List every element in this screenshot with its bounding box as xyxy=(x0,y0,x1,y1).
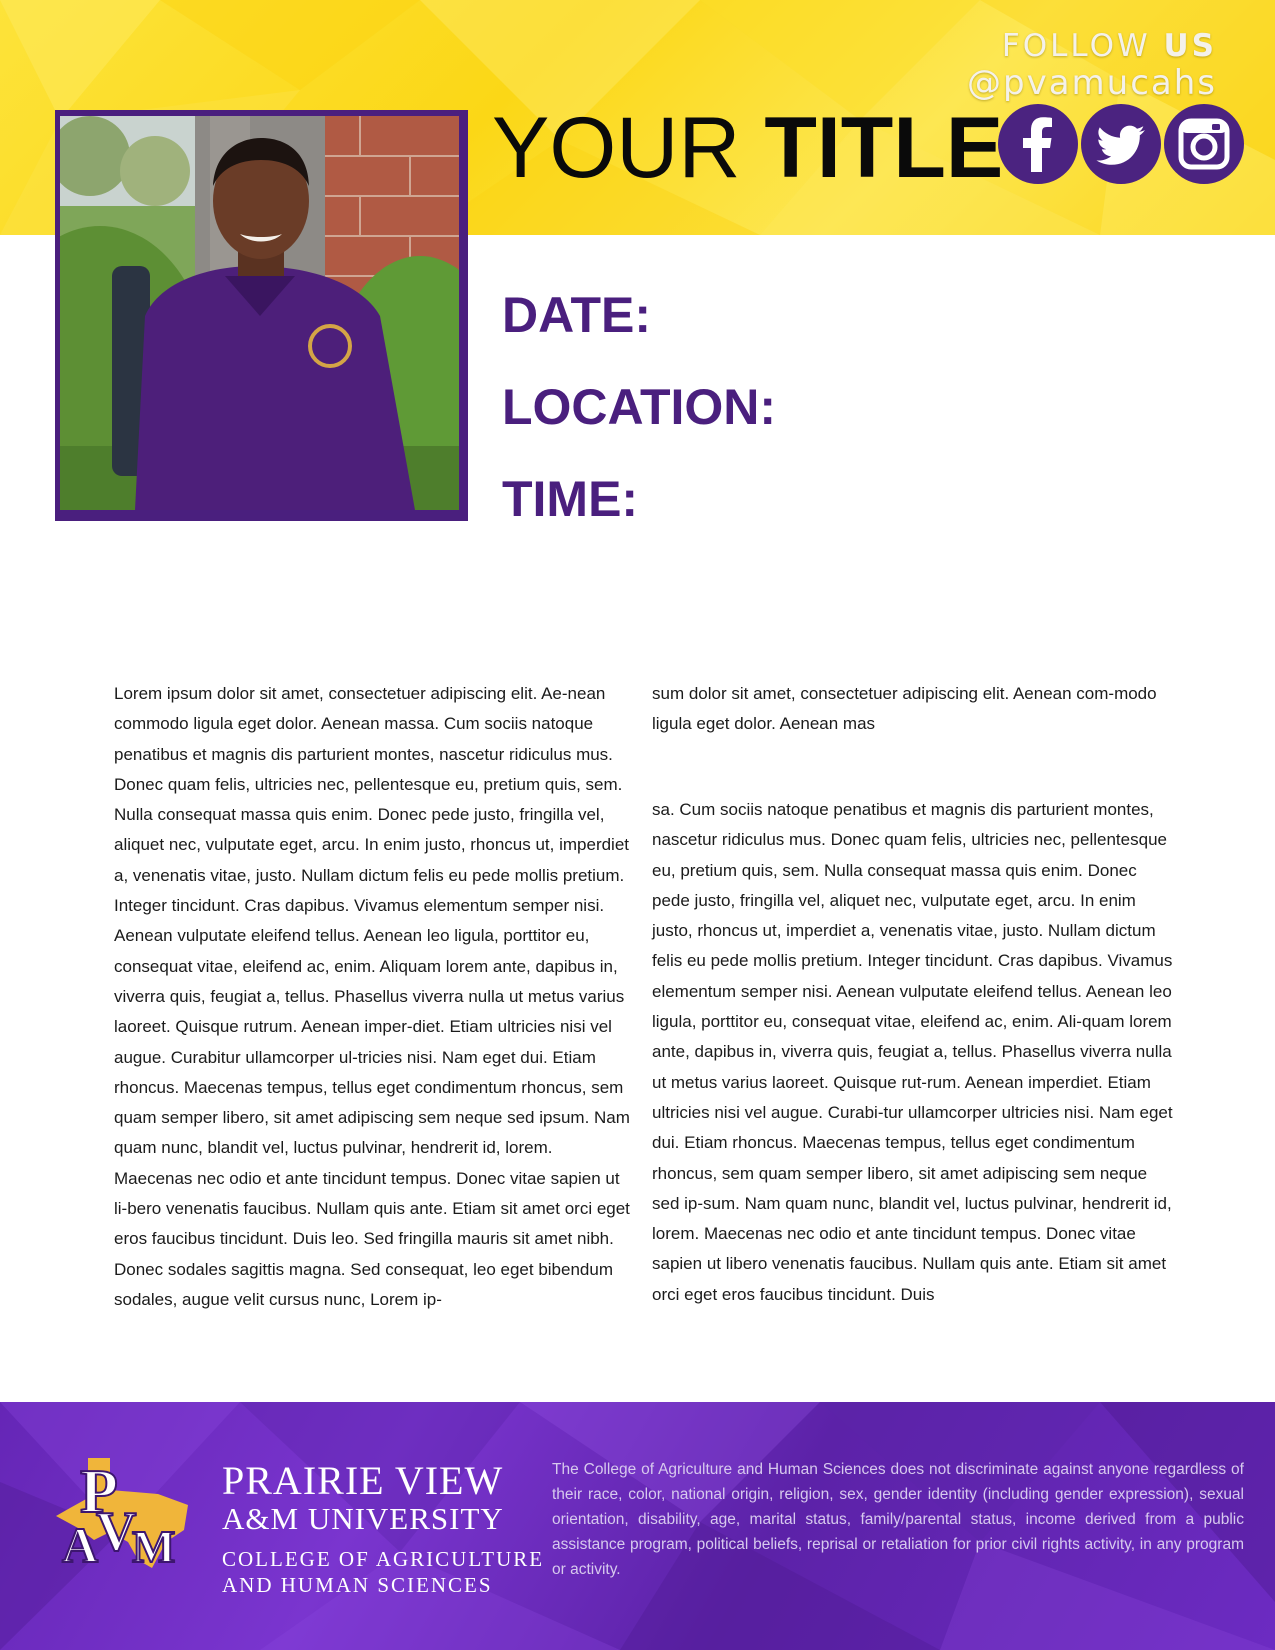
title-bold: TITLE xyxy=(764,100,1004,196)
body-right-column-bottom xyxy=(652,795,1178,1310)
title-regular: YOUR xyxy=(492,100,741,196)
location-label: LOCATION: xyxy=(502,379,777,435)
logo-letter-m: M xyxy=(132,1521,176,1570)
follow-label: FOLLOW xyxy=(1001,28,1151,64)
college-line-2: AND HUMAN SCIENCES xyxy=(222,1573,493,1597)
university-name: PRAIRIE VIEW xyxy=(222,1458,504,1503)
page-title xyxy=(492,98,1003,198)
pvamu-logo xyxy=(48,1450,198,1570)
body-paragraph: sum dolor sit amet, consectetuer adipiscing elit. Aenean com-modo ligula eget dolor. Aenean mas xyxy=(652,684,1157,734)
college-line-1: COLLEGE OF AGRICULTURE xyxy=(222,1547,545,1571)
social-handle[interactable]: @pvamucahs xyxy=(967,63,1217,103)
logo-letter-v: V xyxy=(96,1501,137,1563)
college-name xyxy=(222,1546,544,1598)
logo-letter-p: P xyxy=(80,1458,118,1526)
body-paragraph: sa. Cum sociis natoque penatibus et magnis dis parturient montes, nascetur ridiculus mus. Donec quam felis, ultricies nec, pellentesque eu, pretium quis, sem. Nulla consequat massa quis enim. Donec pede justo, fringilla vel, aliquet nec, vulputate eget, arcu. In enim justo, rhoncus ut, imperdiet a, venenatis vitae, justo. Nullam dictum felis eu pede mollis pretium. Integer tincidunt. Cras dapibus. Vivamus elementum semper nisi. Aenean vulputate eleifend tellus. Aenean leo ligula, porttitor eu, consequat vitae, eleifend ac, enim. Ali-quam lorem ante, dapibus in, viverra quis, feugiat a, tellus. Phasellus viverra nulla ut metus varius laoreet. Quisque rut-rum. Aenean imperdiet. Etiam ultricies nisi vel augue. Curabi-tur ullamcorper ultricies nisi. Nam eget dui. Etiam rhoncus. Maecenas tempus, tellus eget condimentum rhoncus, sem quam semper libero, sit amet adipiscing sem neque sed ip-sum. Nam quam nunc, blandit vel, luctus pulvinar, hendrerit id, lorem. Maecenas nec odio et ante tincidunt tempus. Donec vitae sapien ut libero venenatis faucibus. Nullam quis ante. Etiam sit amet orci eget eros faucibus tincidunt. Duis xyxy=(652,800,1173,1304)
body-paragraph: Lorem ipsum dolor sit amet, consectetuer adipiscing elit. Ae-nean commodo ligula eget dolor. Aenean massa. Cum sociis natoque penatibus et magnis dis parturient montes, nascetur ridiculus mus. Donec quam felis, ultricies nec, pellentesque eu, pretium quis, sem. Nulla consequat massa quis enim. Donec pede justo, fringilla vel, aliquet nec, vulputate eget, arcu. In enim justo, rhoncus ut, imperdiet a, venenatis vitae, justo. Nullam dictum felis eu pede mollis pretium. Integer tincidunt. Cras dapibus. Vivamus elementum semper nisi. Aenean vulputate eleifend tellus. Aenean leo ligula, porttitor eu, consequat vitae, eleifend ac, enim. Aliquam lorem ante, dapibus in, viverra quis, feugiat a, tellus. Phasellus viverra nulla ut metus varius laoreet. Quisque rutrum. Aenean imper-diet. Etiam ultricies nisi vel augue. Curabitur ullamcorper ul-tricies nisi. Nam eget dui. Etiam rhoncus. Maecenas tempus, tellus eget condimentum rhoncus, sem quam semper libero, sit amet adipiscing sem neque sed ipsum. Nam quam nunc, blandit vel, luctus pulvinar, hendrerit id, lorem. Maecenas nec odio et ante tincidunt tempus. Donec vitae sapien ut li-bero venenatis faucibus. Nullam quis ante. Etiam sit amet orci eget eros faucibus tincidunt. Duis leo. Sed fringilla mauris sit amet nibh. Donec sodales sagittis magna. Sed consequat, leo eget bibendum sodales, augue velit cursus nunc, Lorem ip- xyxy=(114,684,630,1309)
footer-band xyxy=(0,1402,1275,1650)
twitter-icon[interactable] xyxy=(1081,104,1161,184)
social-icons xyxy=(998,104,1244,184)
follow-us-text xyxy=(967,28,1217,64)
photo-frame xyxy=(55,110,468,521)
instagram-icon[interactable] xyxy=(1164,104,1244,184)
time-label: TIME: xyxy=(502,471,639,527)
us-label: US xyxy=(1163,28,1217,64)
university-subtitle: A&M UNIVERSITY xyxy=(222,1501,504,1536)
facebook-icon[interactable] xyxy=(998,104,1078,184)
student-photo xyxy=(60,116,459,510)
body-right-column-top xyxy=(652,679,1178,740)
follow-us-block xyxy=(967,28,1217,102)
body-left-column xyxy=(114,679,630,1315)
nondiscrimination-statement: The College of Agriculture and Human Sciences does not discriminate against anyone regardless of their race, color, national origin, religion, sex, gender identity (including gender expression), sexual orientation, disability, age, marital status, family/parental status, income derived from a public assistance program, political beliefs, reprisal or retaliation for prior civil rights activity, in any program or activity. xyxy=(552,1461,1244,1578)
logo-letters-avm: A xyxy=(62,1517,99,1570)
date-label: DATE: xyxy=(502,287,652,343)
